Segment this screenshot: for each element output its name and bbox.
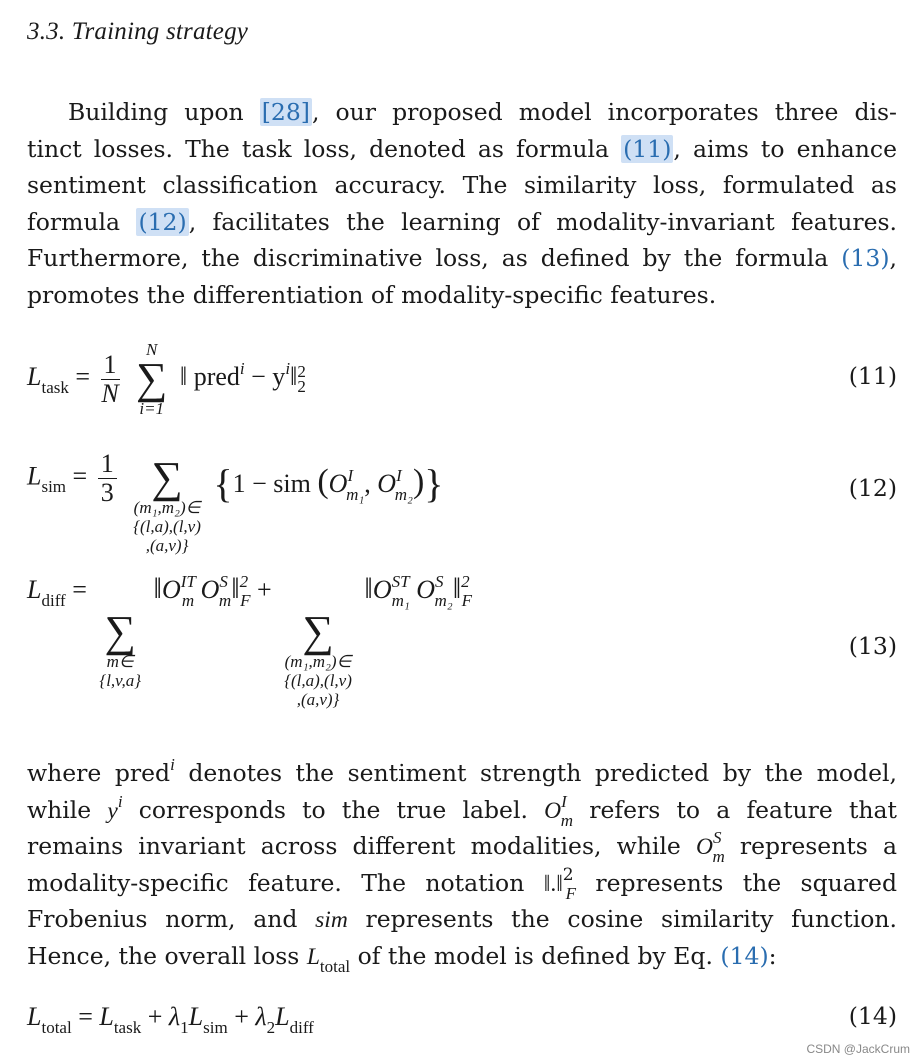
text-line: where pred$^i$ denotes the sentiment strength predicted by the model, xyxy=(27,755,897,787)
text-line: Building upon [28], our proposed model incorporates three dis- xyxy=(68,98,897,126)
text-line: Furthermore, the discriminative loss, as defined by the formula (13), xyxy=(27,244,897,272)
equation-number: (13) xyxy=(848,632,897,660)
section-title: Training strategy xyxy=(71,18,249,45)
equation-13: $L_{diff}$ = ∑ m∈ {l,v,a} $‖O^{IT}_m$ $O^S_m‖^2_F$ + ∑ (m₁,m₂)∈ {(l,a),(l,v) ,(a,v)} $‖O^{ST}_{m_1}$ $O^S_{m_2}‖^2_F$ (13) xyxy=(27,572,897,709)
equation-14: $L_{total} = L_{task} + \lambda_1L_{sim} + \lambda_2L_{diff}$ (14) xyxy=(27,1002,897,1037)
equation-number: (11) xyxy=(848,362,897,390)
equation-link-12[interactable]: (12) xyxy=(138,207,187,236)
text-line: sentiment classification accuracy. The similarity loss, formulated as xyxy=(27,171,897,199)
text-line: modality-specific feature. The notation ‖.‖$^2_F$ represents the squared xyxy=(27,864,897,903)
text-line: Frobenius norm, and sim represents the cosine similarity function. xyxy=(27,905,898,933)
equation-12: $L_{sim}$ = $\frac{1}{3}$ ∑ (m₁,m₂)∈ {(l,a),(l,v) ,(a,v)} {1 − sim ($O^I_{m_1}$, $O^I_{m_2}$)} (12) xyxy=(27,449,897,555)
section-heading xyxy=(27,18,248,46)
explanation-paragraph xyxy=(27,755,897,974)
text-line: tinct losses. The task loss, denoted as formula (11), aims to enhance xyxy=(27,134,897,163)
text-line: promotes the differentiation of modality-specific features. xyxy=(27,280,717,309)
section-number: 3.3. xyxy=(27,18,66,45)
equation-number: (14) xyxy=(848,1002,897,1030)
text-line: formula (12), facilitates the learning of modality-invariant features. xyxy=(27,207,898,236)
equation-link-14[interactable]: (14) xyxy=(720,941,769,970)
watermark: CSDN @JackCrum xyxy=(806,1042,910,1056)
text-line: remains invariant across different modalities, while $O^S_m$ represents a xyxy=(27,828,897,866)
citation-link-28[interactable]: [28] xyxy=(261,98,310,126)
equation-number: (12) xyxy=(848,474,897,502)
text-line: Hence, the overall loss $L_{total}$ of the model is defined by Eq. (14): xyxy=(27,941,777,976)
equation-11: $L_{task}$ = $\frac{1}{N}$ N ∑ i=1 ‖ pred$^i$ − $y^i‖$ 2 2 (11) xyxy=(27,340,897,418)
text-line: while $y^i$ corresponds to the true label. $O^I_m$ refers to a feature that xyxy=(27,791,898,830)
equation-link-13[interactable]: (13) xyxy=(841,244,890,272)
equation-link-11[interactable]: (11) xyxy=(623,134,672,163)
intro-paragraph xyxy=(27,94,897,313)
